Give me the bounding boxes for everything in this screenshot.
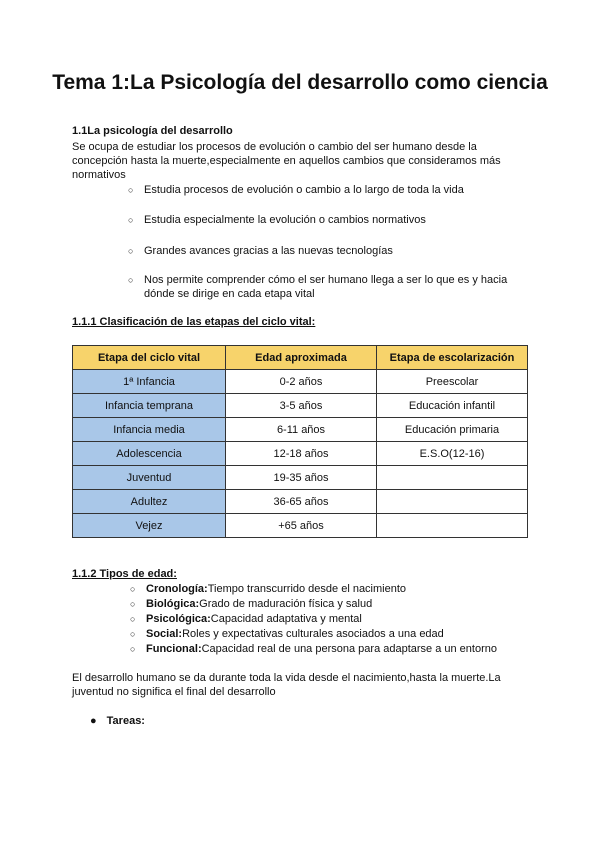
closing-line: juventud no significa el final del desarrollo <box>72 686 276 698</box>
section-heading: 1.1La psicología del desarrollo <box>72 125 233 137</box>
table-cell: Preescolar <box>377 370 528 394</box>
table-row <box>73 418 528 442</box>
table-cell: Infancia temprana <box>73 394 226 418</box>
table-cell: 12-18 años <box>226 442 377 466</box>
column-header: Edad aproximada <box>226 346 377 370</box>
table-header-row <box>73 346 528 370</box>
table-row <box>73 466 528 490</box>
list-item <box>130 628 444 641</box>
table-cell <box>377 514 528 538</box>
age-type-desc: Tiempo transcurrido desde el nacimiento <box>207 583 407 595</box>
table-row <box>73 490 528 514</box>
table-cell: 0-2 años <box>226 370 377 394</box>
table-cell <box>377 466 528 490</box>
circle-bullet-icon: ○ <box>130 599 136 609</box>
table-cell: Adolescencia <box>73 442 226 466</box>
table-cell: E.S.O(12-16) <box>377 442 528 466</box>
page-title: Tema 1:La Psicología del desarrollo como ciencia <box>52 71 548 94</box>
list-item: ○ Estudia especialmente la evolución o cambios normativos <box>128 214 426 226</box>
circle-bullet-icon: ○ <box>128 185 134 195</box>
list-item <box>130 583 407 596</box>
tareas-label: Tareas: <box>106 715 145 727</box>
table-cell: Vejez <box>73 514 226 538</box>
list-item: ○ Estudia procesos de evolución o cambio a lo largo de toda la vida <box>128 184 464 196</box>
age-type-term: Social: <box>146 628 183 640</box>
age-type-term: Biológica: <box>146 598 200 610</box>
intro-line: Se ocupa de estudiar los procesos de evolución o cambio del ser humano desde la <box>72 141 477 153</box>
intro-paragraph <box>72 140 501 182</box>
table-cell <box>377 490 528 514</box>
list-item <box>90 715 145 727</box>
age-type-desc: Grado de maduración física y salud <box>199 598 373 610</box>
circle-bullet-icon: ○ <box>130 644 136 654</box>
table-cell: 19-35 años <box>226 466 377 490</box>
table-row <box>73 370 528 394</box>
list-item: ○ Nos permite comprender cómo el ser humano llega a ser lo que es y hacia dónde se dirige en cada etapa vital <box>128 274 508 300</box>
circle-bullet-icon: ○ <box>130 614 136 624</box>
table-cell: Educación infantil <box>377 394 528 418</box>
age-type-term: Funcional: <box>146 643 202 655</box>
table-row <box>73 442 528 466</box>
list-item <box>130 613 362 626</box>
classification-heading: 1.1.1 Clasificación de las etapas del ciclo vital: <box>72 316 316 328</box>
list-item: ○ Grandes avances gracias a las nuevas tecnologías <box>128 245 393 257</box>
table-row <box>73 394 528 418</box>
table-cell: Infancia media <box>73 418 226 442</box>
table-cell: Juventud <box>73 466 226 490</box>
closing-line: El desarrollo humano se da durante toda la vida desde el nacimiento,hasta la muerte.La <box>72 672 501 684</box>
intro-line: normativos <box>72 169 126 181</box>
circle-bullet-icon: ○ <box>130 584 136 594</box>
column-header: Etapa del ciclo vital <box>73 346 226 370</box>
age-type-term: Psicológica: <box>146 613 211 625</box>
column-header: Etapa de escolarización <box>377 346 528 370</box>
table-cell: 1ª Infancia <box>73 370 226 394</box>
circle-bullet-icon: ○ <box>128 275 134 285</box>
table-cell: 36-65 años <box>226 490 377 514</box>
table-cell: Adultez <box>73 490 226 514</box>
table-cell: 6-11 años <box>226 418 377 442</box>
disc-bullet-icon: ● <box>90 715 97 727</box>
table-cell: +65 años <box>226 514 377 538</box>
age-type-desc: Capacidad adaptativa y mental <box>210 613 362 625</box>
table-row <box>73 514 528 538</box>
circle-bullet-icon: ○ <box>128 246 134 256</box>
closing-paragraph <box>72 671 501 699</box>
age-types-heading: 1.1.2 Tipos de edad: <box>72 568 177 580</box>
circle-bullet-icon: ○ <box>130 629 136 639</box>
life-stages-table <box>72 345 528 538</box>
age-type-desc: Roles y expectativas culturales asociados a una edad <box>182 628 444 640</box>
list-item <box>130 643 497 656</box>
age-type-desc: Capacidad real de una persona para adaptarse a un entorno <box>201 643 497 655</box>
table-cell: 3-5 años <box>226 394 377 418</box>
intro-line: concepción hasta la muerte,especialmente en aquellos cambios que consideramos más <box>72 155 501 167</box>
age-type-term: Cronología: <box>146 583 208 595</box>
table-cell: Educación primaria <box>377 418 528 442</box>
circle-bullet-icon: ○ <box>128 215 134 225</box>
list-item <box>130 598 373 611</box>
